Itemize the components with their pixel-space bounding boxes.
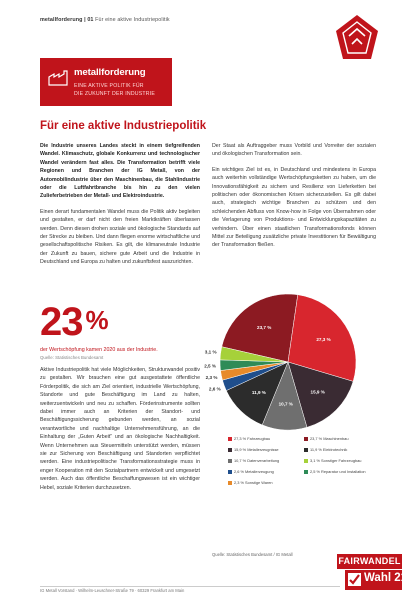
ig-metall-logo [335, 14, 379, 60]
slice-label: 2,6 % [208, 386, 221, 392]
metallforderung-banner [40, 58, 172, 106]
left-paragraph-3: Aktive Industriepolitik hat viele Möglichkeiten, Strukturwandel positiv zu gestalten. Wir brauchen eine gut ausgestattete öffentliche Förderpolitik, die sich am Ziel orientiert, industrielle Wertschöpfung, Standorte und gute Beschäftigung im Land zu halten, weiterzuentwickeln und neu zu schaffen. Förderinstrumente sollten dabei immer auch an Kriterien der Standort- und Beschäftigungssicherung gebunden werden, an sozial verantwortliche und nachhaltige Unternehmensführung, an die Einhaltung der „Guten Arbeit“ und an ökologische Nachhaltigkeit. Wenn Unternehmen aus Steuermitteln unterstützt werden, müssen sie zur Sicherung von Beschäftigung und Standorten verpflichtet werden. Eine industriepolitische Transformationsstrategie muss in enger Kooperation mit den Sozialpartnern entwickelt und umgesetzt werden. Auch das öffentliche Beschaffungswesen ist ein wichtiger Hebel, soziale Kriterien durchzusetzen. [40, 367, 200, 491]
legend-label: 2,6 % Metallerzeugung [234, 469, 274, 474]
slice-label: 10,7 % [278, 401, 293, 407]
fairwandel-title: FAIRWANDEL [337, 554, 402, 569]
legend-swatch [228, 459, 232, 463]
legend-swatch [228, 437, 232, 441]
banner-subtitle-1: EINE AKTIVE POLITIK FÜR [74, 83, 144, 89]
legend-label: 3,1 % Sonstiger Fahrzeugbau [310, 458, 362, 463]
stat-number: 23 [40, 300, 83, 344]
checkbox-icon [348, 573, 361, 586]
header-section: metallforderung | 01 [40, 17, 94, 23]
slice-label: 3,1 % [204, 349, 217, 355]
legend-label: 2,3 % Sonstige Waren [234, 480, 273, 485]
legend-label: 23,7 % Maschinenbau [310, 436, 349, 441]
stat-value [40, 300, 108, 345]
legend-swatch [228, 470, 232, 474]
right-paragraph-1: Der Staat als Auftraggeber muss Vorbild und Vorreiter der sozialen und ökologischen Transformation sein. [212, 143, 376, 158]
legend-swatch [304, 459, 308, 463]
legend-swatch [304, 437, 308, 441]
banner-title: metallforderung [74, 67, 146, 78]
left-column-lower [40, 366, 200, 499]
legend-swatch [228, 481, 232, 485]
footer-text: IG Metall Vorstand · Wilhelm-Leuschner-Straße 79 · 60329 Frankfurt am Main [40, 588, 185, 593]
factory-icon [48, 70, 68, 86]
banner-subtitle-2: DIE ZUKUNFT DER INDUSTRIE [74, 91, 155, 97]
legend-label: 11,9 % Elektrotechnik [310, 447, 348, 452]
right-column [212, 142, 376, 257]
wahl-box [345, 570, 408, 590]
legend-swatch [304, 470, 308, 474]
right-paragraph-2: Ein wichtiges Ziel ist es, in Deutschland und mindestens in Europa auch weiterhin vollständige Wertschöpfungsketten zu haben, um die Innovationsfähigkeit zu sichern und Resilienz von Lieferketten bei politischen oder ökonomischen Krisen sicherzustellen. Es gilt dabei auch, strategisch wichtige Branchen zu schützen und den schleichenden Abfluss von Know-how in Folge von Übernahmen oder die Verlagerung von Produktions- und Entwicklungskapazitäten zu verhindern. Über einen staatlichen Transformationsfonds können Mittel zur Beteiligung zusätzliche private Investitionen für Bewältigung der Transformation fließen. [212, 166, 376, 249]
pie-chart [204, 286, 376, 434]
slice-label: 2,3 % [205, 374, 218, 380]
slice-label: 23,7 % [257, 324, 272, 330]
chart-note: Quelle: Statistisches Bundesamt / IG Metall [212, 552, 293, 557]
legend-item [228, 447, 302, 452]
stat-unit: % [85, 305, 108, 335]
legend-swatch [304, 448, 308, 452]
legend-item [228, 469, 302, 474]
wahl-label: Wahl 21 [364, 572, 408, 584]
legend-item [304, 469, 378, 474]
header-subtitle: Für eine aktive Industriepolitik [95, 17, 170, 23]
header-line [40, 17, 170, 23]
stat-source: Quelle: Statistisches Bundesamt [40, 355, 104, 360]
left-column [40, 142, 200, 274]
slice-label: 2,5 % [204, 363, 216, 369]
stat-caption: der Wertschöpfung kamen 2020 aus der Industrie. [40, 347, 158, 353]
legend-label: 27,3 % Fahrzeugbau [234, 436, 271, 441]
legend-item [228, 458, 302, 463]
legend-label: 10,7 % Datenverarbeitung [234, 458, 280, 463]
fairwandel-badge [337, 554, 408, 594]
legend-swatch [228, 448, 232, 452]
legend-item [304, 436, 378, 441]
legend-item [228, 480, 302, 485]
slice-label: 11,9 % [251, 390, 266, 396]
left-paragraph-2: Einen derart fundamentalen Wandel muss die Politik aktiv begleiten und gestalten, er darf nicht den freien Marktkräften überlassen werden. Denn diesen drohen soziale und ökologische Standards auf der Strecke zu bleiben. Und dann fliegen enorme wirtschaftliche und gesellschaftspolitische Risiken. Es gilt, die klimaneutrale Industrie der Zukunft zu bauen, sichere gute Arbeit und die Industrie in Deutschland und Europa zu halten und zukunftsfest auszurichten. [40, 208, 200, 266]
legend-item [304, 458, 378, 463]
slice-label: 27,3 % [316, 336, 331, 342]
legend-item [228, 436, 302, 441]
page-title: Für eine aktive Industriepolitik [40, 120, 207, 132]
footer-divider [40, 586, 340, 587]
slice-label: 15,9 % [310, 389, 325, 395]
legend-label: 15,9 % Metallerzeugnisse [234, 447, 279, 452]
check-mark-icon [348, 573, 361, 586]
legend-item [304, 447, 378, 452]
legend-label: 2,5 % Reparatur und Installation [310, 469, 366, 474]
intro-paragraph: Die Industrie unseres Landes steckt in einem tiefgreifenden Wandel. Klimaschutz, globale Konkurrenz und technologischer Wandel verändern fast alles. Die Transformation betrifft viele Regionen und Branchen der IG Metall, von der Automobilindustrie über den Maschinenbau, die Stahlindustrie oder die Luftfahrtbranche bis hin zu den vielen Zulieferbetrieben der Metall- und Elektroindustrie. [40, 143, 200, 200]
